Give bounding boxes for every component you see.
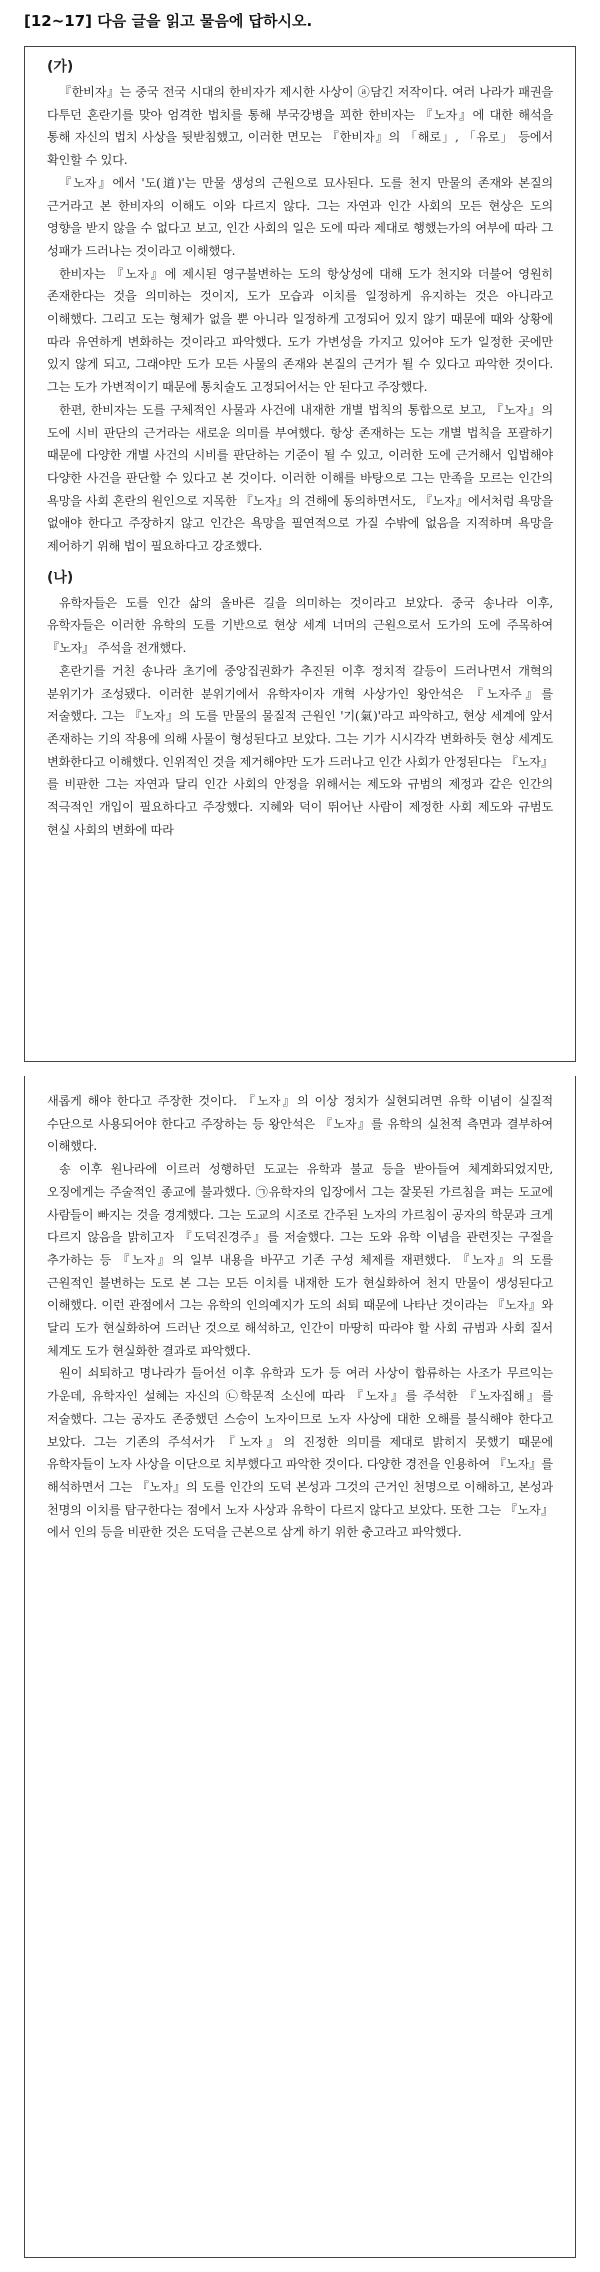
paragraph: 원이 쇠퇴하고 명나라가 들어선 이후 유학과 도가 등 여러 사상이 합류하는 사조가 무르익는 가운데, 유학자인 설혜는 자신의 ㉡학문적 소신에 따라 『노자』를 주석한 『노자집해』를 저술했다. 그는 공자도 존중했던 스승이 노자이므로 노자 사상에 대한 오해를 불식해야 한다고 보았다. 그는 기존의 주석서가 『노자』의 진정한 의미를 제대로 밝히지 못했기 때문에 유학자들이 노자 사상을 이단으로 치부했다고 파악한 것이다. 다양한 경전을 인용하여 『노자』를 해석하면서 그는 『노자』의 도를 인간의 도덕 본성과 그것의 근거인 천명으로 이해하고, 본성과 천명의 이치를 탐구한다는 점에서 노자 사상과 유학이 다르지 않다고 보았다. 또한 그는 『노자』에서 인의 등을 비판한 것은 도덕을 근본으로 삼게 하기 위한 충고라고 파악했다.: [47, 1366, 553, 1540]
section-label-na: (나): [47, 569, 74, 586]
paragraph: 한편, 한비자는 도를 구체적인 사물과 사건에 내재한 개별 법칙의 통합으로 보고, 『노자』의 도에 시비 판단의 근거라는 새로운 의미를 부여했다. 항상 존재하는 도는 개별 법칙을 포괄하기 때문에 다양한 개별 사건의 시비를 판단하는 기준이 될 수 있고, 이러한 도에 근거해서 입법해야 다양한 사건을 판단할 수 있다고 본 것이다. 이러한 이해를 바탕으로 그는 만족을 모르는 인간의 욕망을 사회 혼란의 원인으로 지목한 『노자』의 견해에 동의하면서도, 『노자』에서처럼 욕망을 없애야 한다고 주장하지 않고 인간은 욕망을 필연적으로 가질 수밖에 없음을 지적하며 욕망을 제어하기 위해 법이 필요하다고 강조했다.: [47, 402, 553, 554]
passage-box-2: [24, 1076, 576, 2258]
paragraph: 유학자들은 도를 인간 삶의 올바른 길을 의미하는 것이라고 보았다. 중국 송나라 이후, 유학자들은 이러한 유학의 도를 기반으로 현상 세계 너머의 근원으로서 도가의 도에 주목하여 『노자』 주석을 전개했다.: [47, 595, 553, 656]
paragraph: 혼란기를 거친 송나라 초기에 중앙집권화가 추진된 이후 정치적 갈등이 드러나면서 개혁의 분위기가 조성됐다. 이러한 분위기에서 유학자이자 개혁 사상가인 왕안석은 『노자주』를 저술했다. 그는 『노자』의 도를 만물의 물질적 근원인 '기(氣)'라고 파악하고, 현상 세계에 앞서 존재하는 기의 작용에 의해 사물이 형성된다고 보았다. 그는 기가 시시각각 변화하듯 현상 세계도 변화한다고 이해했다. 인위적인 것을 제거해야만 도가 드러나고 인간 사회가 안정된다는 『노자』를 비판한 그는 자연과 달리 인간 사회의 안정을 위해서는 제도와 규범의 제정과 같은 인간의 적극적인 개입이 필요하다고 주장했다. 지혜와 덕이 뛰어난 사람이 제정한 사회 제도와 규범도 현실 사회의 변화에 따라: [47, 663, 553, 837]
paragraph: 송 이후 원나라에 이르러 성행하던 도교는 유학과 불교 등을 받아들여 체계화되었지만, 오징에게는 주술적인 종교에 불과했다. ㉠유학자의 입장에서 그는 잘못된 가르침을 펴는 도교에 사람들이 빠지는 것을 경계했다. 그는 도교의 시조로 간주된 노자의 가르침이 공자의 학문과 크게 다르지 않음을 밝히고자 『도덕진경주』를 저술했다. 그는 도와 유학 이념을 관련짓는 구절을 추가하는 등 『노자』의 일부 내용을 바꾸고 기존 구성 체제를 재편했다. 『노자』의 도를 근원적인 불변하는 도로 본 그는 모든 이치를 내재한 도가 현실화하여 천지 만물이 생성된다고 이해했다. 이런 관점에서 그는 유학의 인의예지가 도의 쇠퇴 때문에 나타난 것이라는 『노자』와 달리 도가 현실화하여 드러난 것으로 해석하고, 인간이 마땅히 따라야 할 사회 규범과 사회 질서 체계도 도가 현실화한 결과로 파악했다.: [47, 1162, 553, 1358]
paragraph: 새롭게 해야 한다고 주장한 것이다. 『노자』의 이상 정치가 실현되려면 유학 이념이 실질적 수단으로 사용되어야 한다고 주장하는 등 왕안석은 『노자』를 유학의 실천적 측면과 결부하여 이해했다.: [47, 1094, 553, 1154]
passage-box-1: [24, 46, 576, 1062]
section-label-ga: (가): [47, 59, 74, 75]
question-instruction: [12~17] 다음 글을 읽고 물음에 답하시오.: [24, 12, 313, 30]
paragraph: 한비자는 『노자』에 제시된 영구불변하는 도의 항상성에 대해 도가 천지와 더불어 영원히 존재한다는 것을 의미하는 것이지, 도가 모습과 이치를 일정하게 유지하는 것은 아니라고 이해했다. 그리고 도는 형체가 없을 뿐 아니라 일정하게 고정되어 있지 않기 때문에 때와 상황에 따라 유연하게 변화하는 것이라고 파악했다. 도가 가변성을 가지고 있어야 도가 일정한 곳에만 있지 않게 되고, 그래야만 도가 모든 사물의 존재와 본질의 근거가 될 수 있다고 파악한 것이다. 그는 도가 가변적이기 때문에 통치술도 고정되어서는 안 된다고 주장했다.: [47, 266, 553, 395]
paragraph: 『한비자』는 중국 전국 시대의 한비자가 제시한 사상이 ⓐ담긴 저작이다. 여러 나라가 패권을 다투던 혼란기를 맞아 엄격한 법치를 통해 부국강병을 꾀한 한비자는 『노자』에 대한 해석을 통해 자신의 법치 사상을 뒷받침했고, 이러한 면모는 『한비자』의 「해로」, 「유로」 등에서 확인할 수 있다.: [47, 85, 553, 168]
paragraph: 『노자』에서 '도(道)'는 만물 생성의 근원으로 묘사된다. 도를 천지 만물의 존재와 본질의 근거라고 본 한비자의 이해도 이와 다르지 않다. 그는 자연과 인간 사회의 모든 현상은 도의 영향을 받지 않을 수 없다고 보고, 인간 사회의 일은 도에 따라 제대로 행했는가의 여부에 따라 그 성패가 드러나는 것이라고 이해했다.: [47, 175, 553, 258]
